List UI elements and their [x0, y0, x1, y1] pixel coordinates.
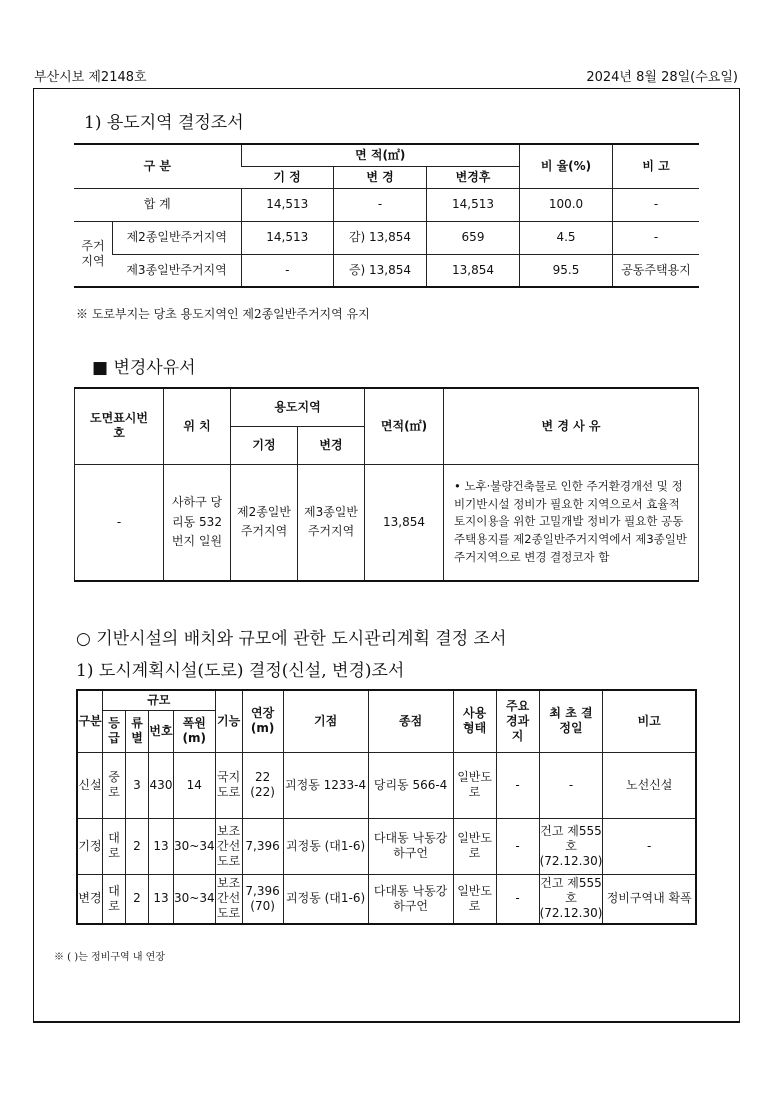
table-cell: 정비구역내 확폭 — [603, 874, 696, 924]
table-cell: - — [334, 188, 427, 221]
col-location: 위 치 — [164, 388, 231, 464]
table-cell: - — [496, 874, 539, 924]
table-cell: 30~34 — [174, 874, 216, 924]
table-row — [77, 874, 696, 924]
table-cell: 대로 — [103, 874, 126, 924]
table-cell: 제2종일반주거지역 — [231, 464, 298, 581]
table-cell: 제3종일반주거지역 — [113, 254, 242, 287]
table-cell: 당리동 566-4 — [368, 752, 453, 818]
table-cell: 13 — [149, 874, 174, 924]
table-cell: 13,854 — [427, 254, 520, 287]
table-cell: 7,396 — [242, 818, 283, 874]
table-cell: 14 — [174, 752, 216, 818]
table-cell: 2 — [126, 874, 149, 924]
table-cell: 100.0 — [520, 188, 613, 221]
section3-footnote: ※ ( )는 정비구역 내 연장 — [54, 952, 165, 963]
col-change: 변 경 — [334, 166, 427, 188]
col-area: 면적(㎡) — [365, 388, 444, 464]
table-cell: 659 — [427, 221, 520, 254]
table-cell: 30~34 — [174, 818, 216, 874]
table-cell: - — [241, 254, 334, 287]
col-area: 면 적(㎡) — [241, 144, 520, 166]
table-cell: 괴정동 1233-4 — [283, 752, 368, 818]
table-cell: - — [496, 818, 539, 874]
table-cell: 괴정동 (대1-6) — [283, 874, 368, 924]
bulletin-date: 2024년 8월 28일(수요일) — [586, 70, 738, 85]
table-cell: - — [496, 752, 539, 818]
reason-table — [74, 387, 699, 582]
table-cell: 보조간선도로 — [215, 874, 242, 924]
table-cell: - — [539, 752, 603, 818]
col-note: 비고 — [603, 690, 696, 752]
table-cell: 95.5 — [520, 254, 613, 287]
zoning-table — [74, 143, 699, 288]
col-before: 기 정 — [241, 166, 334, 188]
table-cell: 일반도로 — [453, 874, 496, 924]
table-cell: - — [75, 464, 164, 581]
table-cell: 22 (22) — [242, 752, 283, 818]
table-cell: 보조간선도로 — [215, 818, 242, 874]
col-first-decision: 최 초 결정일 — [539, 690, 603, 752]
col-gubun: 구 분 — [74, 144, 241, 188]
col-start: 기점 — [283, 690, 368, 752]
table-cell: - — [613, 221, 700, 254]
col-class: 류별 — [126, 710, 149, 752]
col-grade: 등급 — [103, 710, 126, 752]
table-row — [74, 188, 699, 221]
table-cell: 13 — [149, 818, 174, 874]
table-cell: 제2종일반주거지역 — [113, 221, 242, 254]
table-row — [77, 818, 696, 874]
table-cell: 합 계 — [74, 188, 241, 221]
table-cell: 괴정동 (대1-6) — [283, 818, 368, 874]
col-use: 사용형태 — [453, 690, 496, 752]
table-cell: 13,854 — [365, 464, 444, 581]
col-end: 종점 — [368, 690, 453, 752]
col-reason: 변 경 사 유 — [444, 388, 699, 464]
col-gubun: 구분 — [77, 690, 103, 752]
section3-title: ○ 기반시설의 배치와 규모에 관한 도시관리계획 결정 조서 — [76, 629, 507, 649]
col-zone-after: 변경 — [298, 426, 365, 464]
table-cell: 기정 — [77, 818, 103, 874]
col-ratio: 비 율(%) — [520, 144, 613, 188]
road-table — [76, 689, 697, 925]
table-cell: 4.5 — [520, 221, 613, 254]
section1-title: 1) 용도지역 결정조서 — [84, 113, 244, 133]
table-cell: - — [613, 188, 700, 221]
col-note: 비 고 — [613, 144, 700, 188]
table-cell: 14,513 — [241, 188, 334, 221]
table-cell: 2 — [126, 818, 149, 874]
table-cell: 일반도로 — [453, 752, 496, 818]
table-cell: 3 — [126, 752, 149, 818]
table-cell: 대로 — [103, 818, 126, 874]
table-cell: 430 — [149, 752, 174, 818]
table-cell: 노선신설 — [603, 752, 696, 818]
table-row — [74, 221, 699, 254]
table-cell: • 노후·불량건축물로 인한 주거환경개선 및 정비기반시설 정비가 필요한 지역으로서 효율적 토지이용을 위한 고밀개발 정비가 필요한 공동주택용지를 제2종일반주거지역에서 제3종일반주거지역으로 변경 결정코자 함 — [444, 464, 699, 581]
table-cell: 중로 — [103, 752, 126, 818]
col-scale: 규모 — [103, 690, 216, 710]
table-cell: 14,513 — [427, 188, 520, 221]
col-after: 변경후 — [427, 166, 520, 188]
table-cell: 변경 — [77, 874, 103, 924]
col-zone-before: 기정 — [231, 426, 298, 464]
table-row — [74, 254, 699, 287]
table-cell: 7,396 (70) — [242, 874, 283, 924]
group-label: 주거지역 — [74, 221, 113, 287]
table-cell: 다대동 낙동강 하구언 — [368, 818, 453, 874]
section1-footnote: ※ 도로부지는 당초 용도지역인 제2종일반주거지역 유지 — [76, 307, 370, 321]
col-width: 폭원 (m) — [174, 710, 216, 752]
table-cell: 건고 제555호 (72.12.30) — [539, 818, 603, 874]
table-cell: 사하구 당리동 532번지 일원 — [164, 464, 231, 581]
table-cell: 신설 — [77, 752, 103, 818]
col-function: 기능 — [215, 690, 242, 752]
table-cell: 일반도로 — [453, 818, 496, 874]
table-cell: 국지도로 — [215, 752, 242, 818]
col-length: 연장 (m) — [242, 690, 283, 752]
bulletin-number: 부산시보 제2148호 — [34, 70, 147, 85]
table-cell: 14,513 — [241, 221, 334, 254]
table-cell: 건고 제555호 (72.12.30) — [539, 874, 603, 924]
table-cell: - — [603, 818, 696, 874]
table-row — [77, 752, 696, 818]
col-via: 주요경과지 — [496, 690, 539, 752]
table-cell: 감) 13,854 — [334, 221, 427, 254]
col-number: 번호 — [149, 710, 174, 752]
col-map-number: 도면표시번호 — [75, 388, 164, 464]
table-row — [75, 464, 699, 581]
table-cell: 공동주택용지 — [613, 254, 700, 287]
section2-title: ■ 변경사유서 — [92, 358, 196, 378]
table-cell: 다대동 낙동강 하구언 — [368, 874, 453, 924]
col-zone: 용도지역 — [231, 388, 365, 426]
section3-subtitle: 1) 도시계획시설(도로) 결정(신설, 변경)조서 — [76, 661, 405, 681]
table-cell: 증) 13,854 — [334, 254, 427, 287]
table-cell: 제3종일반주거지역 — [298, 464, 365, 581]
